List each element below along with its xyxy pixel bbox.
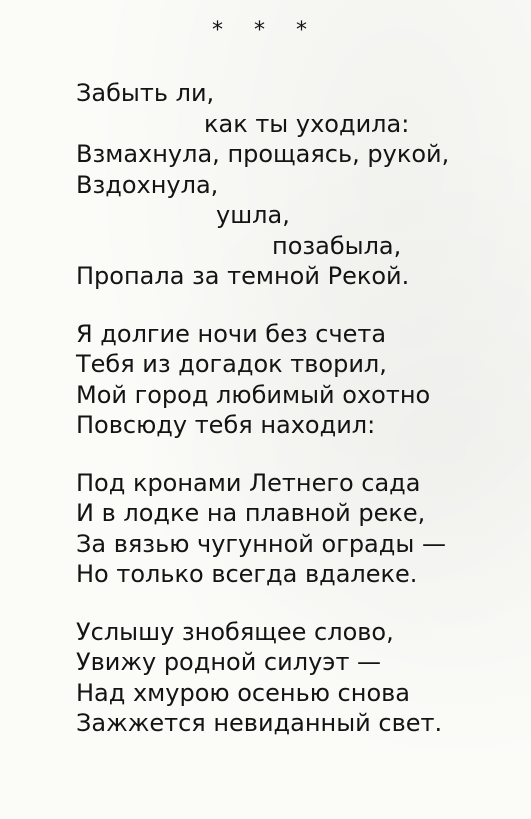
poem-line: Зажжется невиданный свет. xyxy=(76,709,443,737)
stanza-1 xyxy=(76,78,516,292)
poem-line: ушла, xyxy=(216,201,290,229)
poem-line: Мой город любимый охотно xyxy=(76,380,431,409)
poem-line: За вязью чугунной ограды — xyxy=(76,529,446,558)
poem-line: Но только всегда вдалеке. xyxy=(76,560,418,588)
poem-line: Услышу знобящее слово, xyxy=(76,617,394,646)
poem-line: Взмахнула, прощаясь, рукой, xyxy=(76,140,450,168)
poem-line: И в лодке на плавной реке, xyxy=(76,499,426,527)
poem-line: Над хмурою осенью снова xyxy=(76,678,410,707)
stanza-3 xyxy=(76,468,516,590)
poem-line: Повсюду тебя находил: xyxy=(76,411,376,439)
stanza-4 xyxy=(76,617,516,739)
section-ornament: * * * xyxy=(212,18,319,43)
poem-line: Вздохнула, xyxy=(76,170,219,199)
poem-line: Под кронами Летнего сада xyxy=(76,468,421,497)
poem xyxy=(76,78,516,766)
poem-line: Я долгие ночи без счета xyxy=(76,319,387,348)
poem-line: Забыть ли, xyxy=(76,79,215,107)
stanza-2 xyxy=(76,319,516,441)
poem-line: позабыла, xyxy=(272,231,402,260)
poem-line: Увижу родной силуэт — xyxy=(76,648,382,676)
poem-line: как ты уходила: xyxy=(204,109,410,138)
poem-line: Тебя из догадок творил, xyxy=(76,350,387,378)
poem-line: Пропала за темной Рекой. xyxy=(76,262,410,290)
